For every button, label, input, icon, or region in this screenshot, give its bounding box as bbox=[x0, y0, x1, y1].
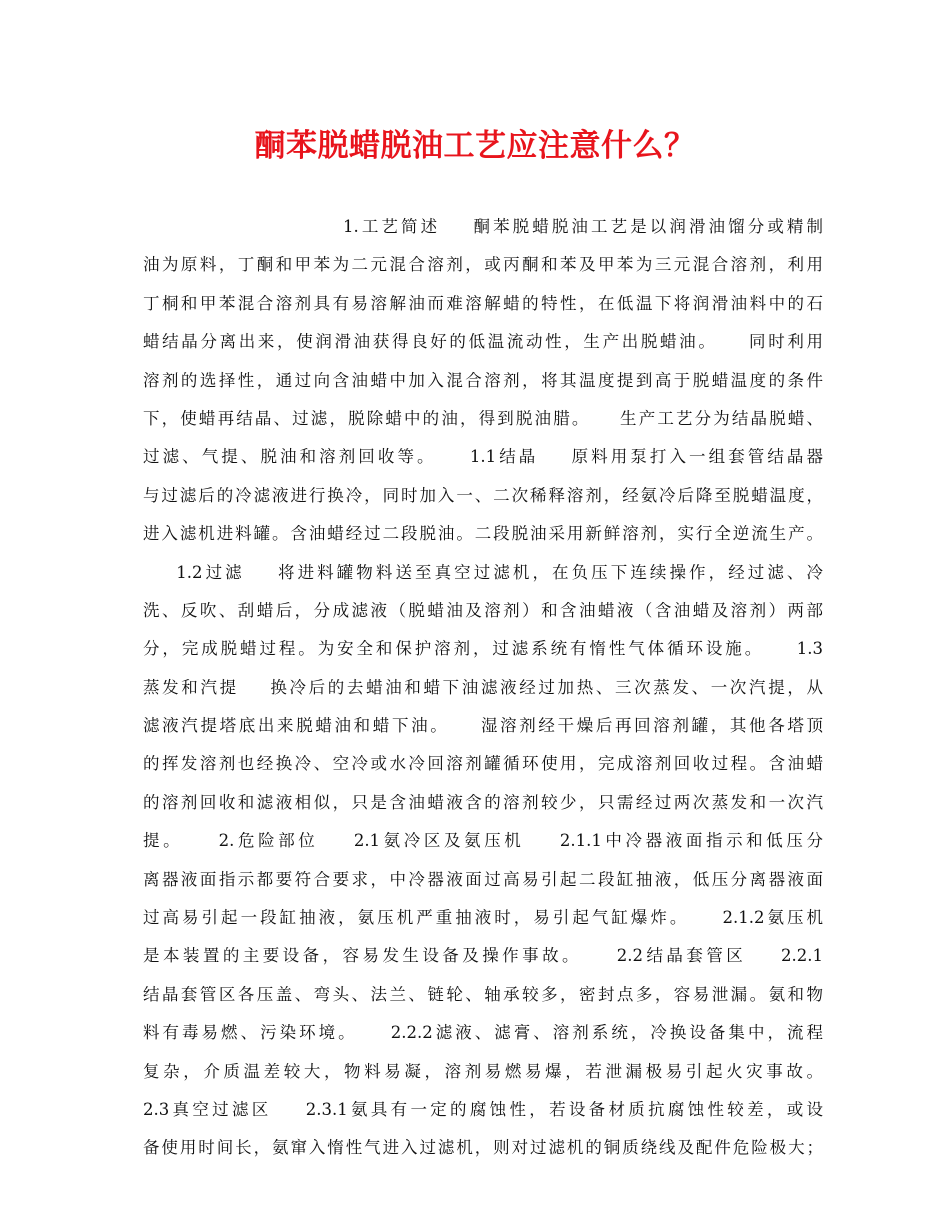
body-line: 离器液面指示都要符合要求，中冷器液面过高易引起二段缸抽液，低压分离器液面 bbox=[143, 869, 823, 889]
body-line: 下，使蜡再结晶、过滤，脱除蜡中的油，得到脱油腊。 生产工艺分为结晶脱蜡、 bbox=[143, 408, 823, 428]
body-line: 洗、反吹、刮蜡后，分成滤液（脱蜡油及溶剂）和含油蜡液（含油蜡及溶剂）两部 bbox=[143, 600, 823, 620]
body-line: 2.3真空过滤区 2.3.1氨具有一定的腐蚀性，若设备材质抗腐蚀性较差，或设 bbox=[143, 1099, 823, 1119]
body-line: 丁桐和甲苯混合溶剂具有易溶解油而难溶解蜡的特性，在低温下将润滑油料中的石 bbox=[143, 293, 823, 313]
body-line: 结晶套管区各压盖、弯头、法兰、链轮、轴承较多，密封点多，容易泄漏。氨和物 bbox=[143, 984, 823, 1004]
body-line: 溶剂的选择性，通过向含油蜡中加入混合溶剂，将其温度提到高于脱蜡温度的条件 bbox=[143, 370, 823, 390]
body-line: 蜡结晶分离出来，使润滑油获得良好的低温流动性，生产出脱蜡油。 同时利用 bbox=[143, 332, 823, 352]
body-line: 复杂，介质温差较大，物料易凝，溶剂易燃易爆，若泄漏极易引起火灾事故。 bbox=[143, 1061, 823, 1081]
body-line: 过高易引起一段缸抽液，氨压机严重抽液时，易引起气缸爆炸。 2.1.2氨压机 bbox=[143, 908, 823, 928]
body-line: 的溶剂回收和滤液相似，只是含油蜡液含的溶剂较少，只需经过两次蒸发和一次汽 bbox=[143, 792, 823, 812]
body-line: 1.工艺简述 酮苯脱蜡脱油工艺是以润滑油馏分或精制 bbox=[143, 217, 823, 236]
document-title: 酮苯脱蜡脱油工艺应注意什么？ bbox=[254, 128, 696, 164]
body-line: 分，完成脱蜡过程。为安全和保护溶剂，过滤系统有惰性气体循环设施。 1.3 bbox=[143, 639, 823, 659]
body-line: 是本装置的主要设备，容易发生设备及操作事故。 2.2结晶套管区 2.2.1 bbox=[143, 946, 823, 966]
body-line: 过滤、气提、脱油和溶剂回收等。 1.1结晶 原料用泵打入一组套管结晶器 bbox=[143, 447, 823, 467]
body-line: 料有毒易燃、污染环境。 2.2.2滤液、滤膏、溶剂系统，冷换设备集中，流程 bbox=[143, 1023, 823, 1043]
body-line: 油为原料，丁酮和甲苯为二元混合溶剂，或丙酮和苯及甲苯为三元混合溶剂，利用 bbox=[143, 255, 823, 275]
body-line: 备使用时间长，氨窜入惰性气进入过滤机，则对过滤机的铜质绕线及配件危险极大； bbox=[143, 1138, 823, 1158]
body-line: 与过滤后的冷滤液进行换冷，同时加入一、二次稀释溶剂，经氨冷后降至脱蜡温度， bbox=[143, 485, 823, 505]
document-body bbox=[143, 208, 823, 1168]
body-line: 蒸发和汽提 换冷后的去蜡油和蜡下油滤液经过加热、三次蒸发、一次汽提，从 bbox=[143, 677, 823, 697]
body-line: 1.2过滤 将进料罐物料送至真空过滤机，在负压下连续操作，经过滤、冷 bbox=[143, 562, 823, 582]
body-line: 提。 2.危险部位 2.1氨冷区及氨压机 2.1.1中冷器液面指示和低压分 bbox=[143, 831, 823, 851]
body-line: 滤液汽提塔底出来脱蜡油和蜡下油。 湿溶剂经干燥后再回溶剂罐，其他各塔顶 bbox=[143, 716, 823, 736]
body-line: 进入滤机进料罐。含油蜡经过二段脱油。二段脱油采用新鲜溶剂，实行全逆流生产。 bbox=[143, 524, 823, 544]
body-line: 的挥发溶剂也经换冷、空冷或水冷回溶剂罐循环使用，完成溶剂回收过程。含油蜡 bbox=[143, 754, 823, 774]
